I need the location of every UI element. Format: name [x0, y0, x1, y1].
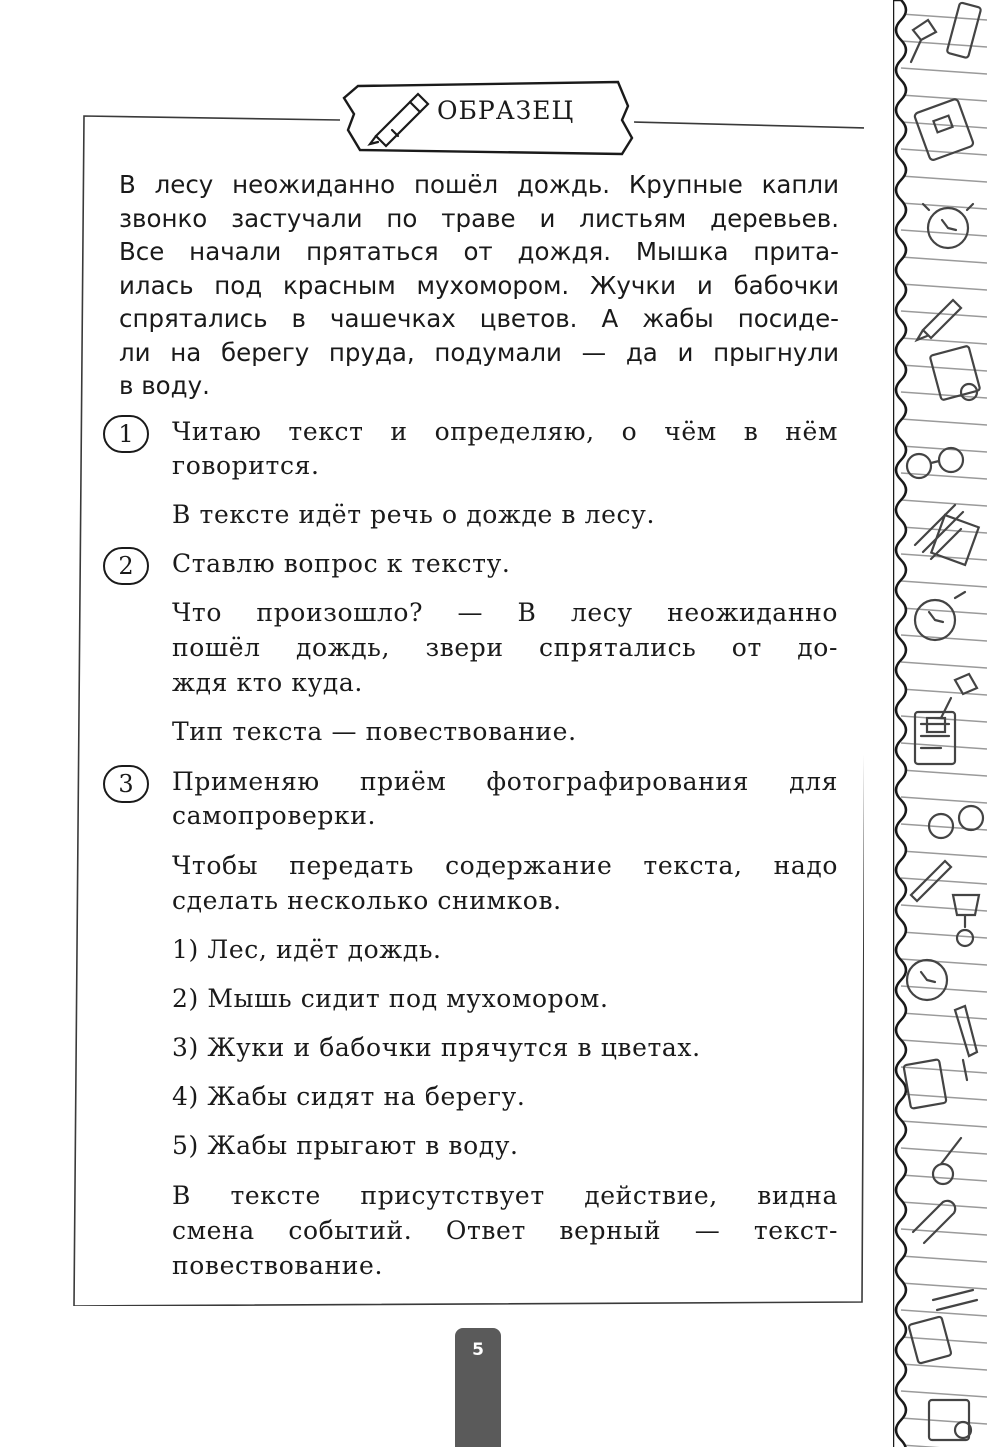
notebook-rule — [901, 1121, 987, 1127]
notebook-rule — [901, 284, 987, 290]
step-3-conclusion: повествование. — [172, 1251, 383, 1280]
step-number-3: 3 — [103, 765, 149, 803]
page-title: ОБРАЗЕЦ — [437, 96, 575, 125]
notebook-rule — [901, 608, 987, 614]
step-1-instruction: говорится. — [172, 451, 320, 480]
notebook-rule — [901, 770, 987, 776]
notebook-rule — [901, 1148, 987, 1154]
intro-line: В лесу неожиданно пошёл дождь. Крупные капли — [119, 170, 839, 199]
glasses-icon — [929, 806, 983, 838]
shot-item: 2) Мышь сидит под мухомором. — [172, 984, 609, 1013]
notebook-rule — [901, 1202, 987, 1208]
notebook-lines — [893, 0, 987, 1447]
step-2-answer: пошёл дождь, звери спрятались от до- — [172, 633, 838, 662]
notebook-rule — [901, 1175, 987, 1181]
notebook-rule — [901, 176, 987, 182]
pushpin-icon — [911, 20, 936, 62]
notebook-rule — [901, 1310, 987, 1316]
notebook-rule — [901, 581, 987, 587]
notebook-rule — [901, 1067, 987, 1073]
step-3-answer: сделать несколько снимков. — [172, 886, 562, 915]
intro-line: илась под красным мухомором. Жучки и бабочки — [119, 270, 839, 300]
notebook-rule — [901, 14, 987, 20]
notebook-rule — [901, 230, 987, 236]
notebook-rule — [901, 905, 987, 911]
intro-line: звонко застучали по траве и листьям деревьев. — [119, 203, 839, 233]
notebook-rule — [901, 338, 987, 344]
step-2-instruction: Ставлю вопрос к тексту. — [172, 549, 511, 578]
intro-line: Все начали прятаться от дождя. Мышка прита- — [119, 237, 839, 266]
pencils-icon — [933, 1290, 977, 1310]
notebook-rule — [901, 1256, 987, 1262]
step-2-answer: ждя кто куда. — [172, 668, 363, 697]
step-3-conclusion: В тексте присутствует действие, видна — [172, 1181, 838, 1210]
step-3-conclusion: смена событий. Ответ верный — текст- — [172, 1216, 838, 1245]
step-1-instruction: Читаю текст и определяю, о чём в нём — [172, 417, 838, 446]
notebook-rule — [901, 1283, 987, 1289]
step-3-answer: Чтобы передать содержание текста, надо — [172, 851, 838, 880]
step-2-text-type: Тип текста — повествование. — [172, 717, 577, 746]
notebook-rule — [901, 257, 987, 263]
alarm-clock-icon — [923, 204, 973, 248]
notebook-rule — [901, 1391, 987, 1397]
notebook-rule — [901, 149, 987, 155]
page-number: 5 — [472, 1340, 484, 1360]
book-icon — [903, 1059, 946, 1109]
intro-text — [119, 168, 839, 403]
notebook-rule — [901, 878, 987, 884]
diploma-icon — [930, 346, 981, 401]
notebook-rule — [901, 1013, 987, 1019]
shot-item: 5) Жабы прыгают в воду. — [172, 1131, 519, 1160]
shot-item: 4) Жабы сидят на берегу. — [172, 1082, 526, 1111]
notebook-rule — [901, 1094, 987, 1100]
notebook-rule — [901, 500, 987, 506]
notebook-rule — [901, 419, 987, 425]
alarm-clock-icon — [915, 592, 965, 640]
shot-item: 1) Лес, идёт дождь. — [172, 935, 442, 964]
notebook-rule — [901, 1364, 987, 1370]
ruler-icon — [947, 2, 982, 58]
intro-line: спрятались в чашечках цветов. А жабы посиде- — [119, 304, 839, 333]
notebook-rule — [901, 932, 987, 938]
notebook-rule — [901, 1418, 987, 1424]
notebook-rule — [901, 68, 987, 74]
alarm-clock-icon — [907, 960, 947, 1000]
notebook-rule — [901, 851, 987, 857]
notebook-rule — [901, 797, 987, 803]
notebook-rule — [901, 122, 987, 128]
notebook-decoration — [893, 0, 987, 1447]
step-1-answer: В тексте идёт речь о дожде в лесу. — [172, 500, 655, 529]
intro-line: в воду. — [119, 371, 210, 400]
step-number-2: 2 — [103, 547, 149, 585]
intro-line: ли на берегу пруда, подумали — да и прыгнули — [119, 337, 839, 367]
step-number-1: 1 — [103, 415, 149, 453]
notebook-rule — [901, 662, 987, 668]
trophy-icon — [953, 895, 979, 946]
step-2-answer: Что произошло? — В лесу неожиданно — [172, 598, 838, 627]
step-3-instruction: самопроверки. — [172, 801, 377, 830]
shot-item: 3) Жуки и бабочки прячутся в цветах. — [172, 1033, 701, 1062]
notebook-rule — [901, 311, 987, 317]
step-3-instruction: Применяю приём фотографирования для — [172, 767, 838, 796]
notebook-rule — [901, 41, 987, 47]
pencil-icon — [917, 300, 961, 340]
paperclip-icon — [913, 1201, 955, 1243]
notebook-rule — [901, 95, 987, 101]
